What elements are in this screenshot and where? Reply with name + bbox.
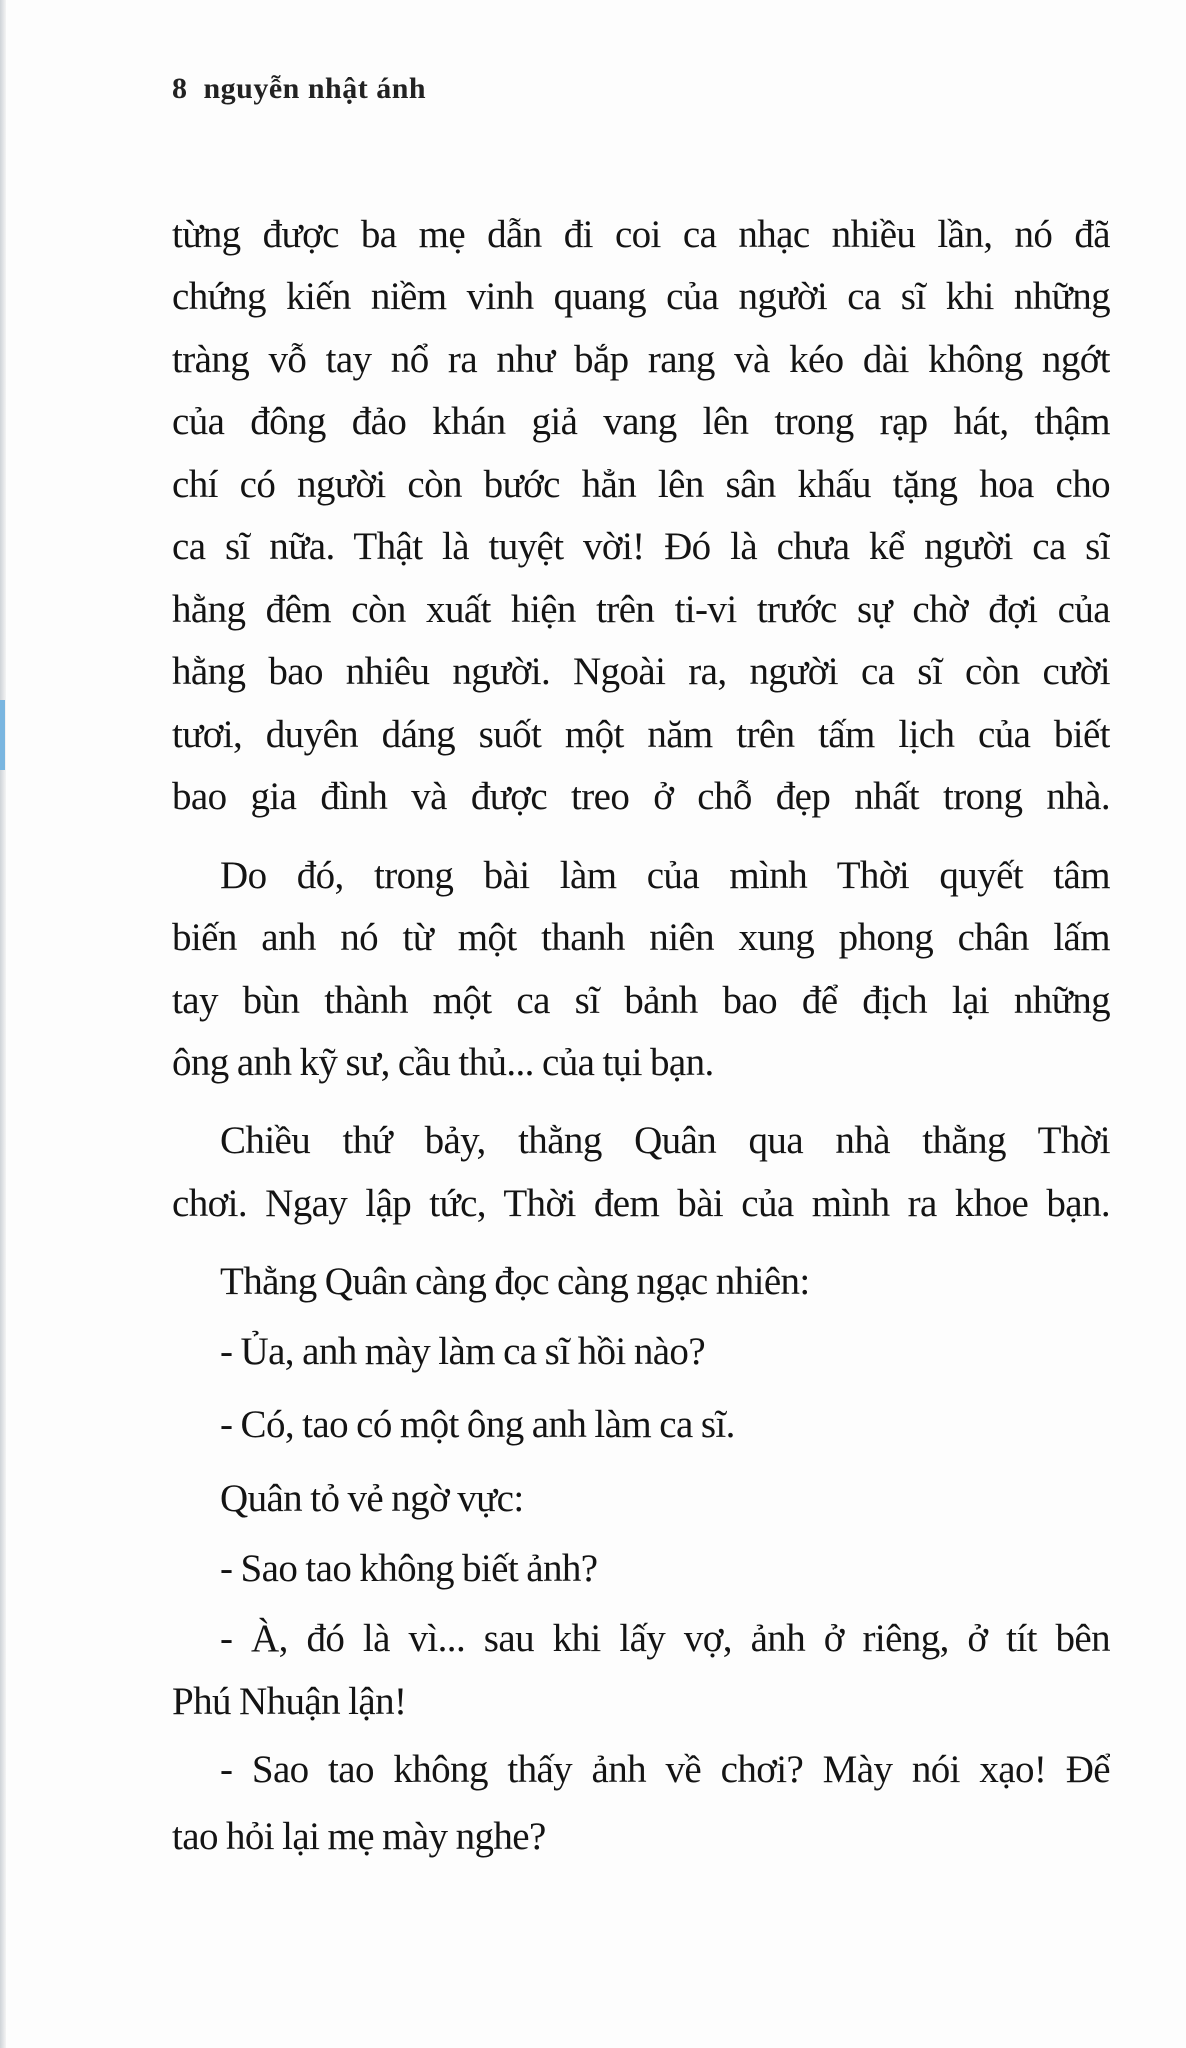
text-line: bao gia đình và được treo ở chỗ đẹp nhất trong nhà. xyxy=(172,775,1110,818)
text-line: hằng đêm còn xuất hiện trên ti-vi trước sự chờ đợi của xyxy=(172,588,1110,631)
text-line: - Sao tao không thấy ảnh về chơi? Mày nói xạo! Để xyxy=(220,1748,1110,1791)
text-line: chí có người còn bước hẳn lên sân khấu tặng hoa cho xyxy=(172,463,1110,506)
page-number: 8 xyxy=(172,72,188,105)
text-line: Thằng Quân càng đọc càng ngạc nhiên: xyxy=(220,1260,810,1303)
text-line: - Sao tao không biết ảnh? xyxy=(220,1547,598,1590)
text-line: tràng vỗ tay nổ ra như bắp rang và kéo dài không ngớt xyxy=(172,338,1110,381)
author-name: nguyễn nhật ánh xyxy=(203,72,427,105)
text-line: - À, đó là vì... sau khi lấy vợ, ảnh ở riêng, ở tít bên xyxy=(220,1617,1110,1660)
text-line: - Ủa, anh mày làm ca sĩ hồi nào? xyxy=(220,1330,706,1373)
text-line: tao hỏi lại mẹ mày nghe? xyxy=(172,1815,546,1858)
text-line: tay bùn thành một ca sĩ bảnh bao để địch lại những xyxy=(172,979,1110,1022)
text-line: - Có, tao có một ông anh làm ca sĩ. xyxy=(220,1403,735,1446)
scan-artifact xyxy=(0,700,5,770)
text-line: ca sĩ nữa. Thật là tuyệt vời! Đó là chưa kể người ca sĩ xyxy=(172,525,1110,568)
text-line: biến anh nó từ một thanh niên xung phong chân lấm xyxy=(172,916,1110,959)
text-line: Phú Nhuận lận! xyxy=(172,1680,407,1723)
text-line: tươi, duyên dáng suốt một năm trên tấm lịch của biết xyxy=(172,713,1110,756)
running-header xyxy=(172,72,426,106)
text-line: hằng bao nhiêu người. Ngoài ra, người ca sĩ còn cười xyxy=(172,650,1110,693)
text-line: Chiều thứ bảy, thằng Quân qua nhà thằng Thời xyxy=(220,1119,1110,1162)
page-edge-shadow xyxy=(0,0,6,2048)
text-line: chơi. Ngay lập tức, Thời đem bài của mình ra khoe bạn. xyxy=(172,1182,1110,1225)
text-line: của đông đảo khán giả vang lên trong rạp hát, thậm xyxy=(172,400,1110,443)
text-line: Do đó, trong bài làm của mình Thời quyết tâm xyxy=(220,854,1110,897)
text-line: ông anh kỹ sư, cầu thủ... của tụi bạn. xyxy=(172,1041,714,1084)
text-line: chứng kiến niềm vinh quang của người ca sĩ khi những xyxy=(172,275,1110,318)
text-line: Quân tỏ vẻ ngờ vực: xyxy=(220,1477,524,1520)
text-line: từng được ba mẹ dẫn đi coi ca nhạc nhiều lần, nó đã xyxy=(172,213,1110,256)
